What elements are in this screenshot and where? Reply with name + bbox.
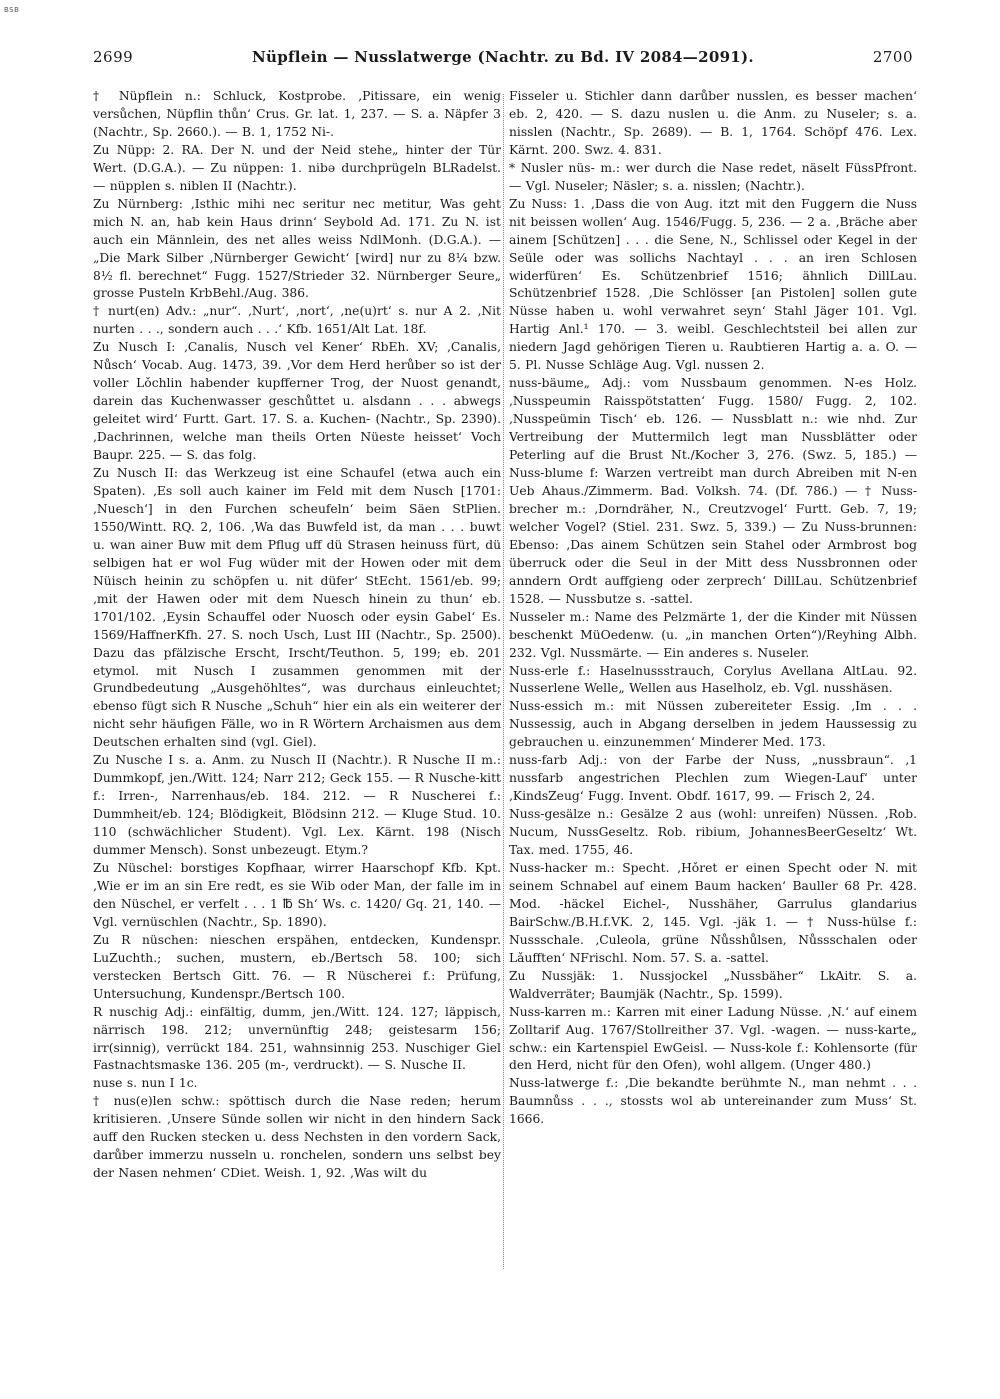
dictionary-entry: Nusseler m.: Name des Pelzmärte 1, der die Kinder mit Nüssen beschenkt MüOedenw. (u. „in manchen Orten“)/Reyhing Albh. 232. Vgl. Nussmärte. — Ein anderes s. Nuseler. bbox=[509, 609, 917, 660]
right-column bbox=[509, 88, 917, 1283]
dictionary-entry: Zu Nürnberg: ‚Isthic mihi nec seritur nec metitur, Was geht mich N. an, hab kein Haus drinn‘ Seybold Ad. 171. Zu N. ist auch ein Männlein, des net alles weiss NdlMonh. (D.G.A.). — „Die Mark Silber ‚Nürnberger Gewicht‘ [wird] nur zu 8¼ bzw. 8½ fl. berechnet“ Fugg. 1527/Strieder 32. Nürnberger Seure„ grosse Pusteln KrbBehl./Aug. 386. bbox=[93, 196, 501, 301]
dictionary-entry: Nuss-latwerge f.: ‚Die bekandte berühmte N., man nehmt . . . Baumnůss . . ., stossts wol ab untereinander zum Muss‘ St. 1666. bbox=[509, 1076, 917, 1127]
dictionary-entry: * Nusler nüs- m.: wer durch die Nase redet, näselt FüssPfront. — Vgl. Nuseler; Näsler; s. a. nisslen; (Nachtr.). bbox=[509, 160, 917, 193]
dictionary-entry: Zu Nuss: 1. ‚Dass die von Aug. itzt mit den Fuggern die Nuss nit beissen wollen‘ Aug. 1546/Fugg. 5, 236. — 2 a. ‚Bräche aber ainem [Schützen] . . . die Sene, N., Schlissel oder Kegel in der Seüle oder was sollichs Nachtayl . . . an iren Schlosen widerfüren‘ Es. Schützenbrief 1516; ähnlich DillLau. Schützenbrief 1528. ‚Die Schlösser [an Pistolen] sollen gute Nüsse haben u. wohl verwahret seyn‘ Stahl Jäger 101. Vgl. Hartig Anl.¹ 170. — 3. weibl. Geschlechtsteil bei allen zur niedern Jagd gehörigen Tieren u. Raubtieren Hartig a. a. O. — 5. Pl. Nusse Schläge Aug. Vgl. nussen 2. bbox=[509, 196, 917, 373]
dictionary-entry: Zu Nusch II: das Werkzeug ist eine Schaufel (etwa auch ein Spaten). ‚Es soll auch kainer im Feld mit dem Nusch [1701: ‚Nuesch‘] in den Furchen scheufeln‘ beim Säen StPlien. 1550/Wintt. RQ. 2, 106. ‚Wa das Buwfeld ist, da man . . . buwt u. wan ainer Buw mit dem Pflug uff dü Strasen heinuss fürt, dü selbigen hat er wol Fug wüder mit der Howen oder mit dem Nüisch heinin zu schöpfen u. nit düfer‘ StEcht. 1561/eb. 99; ‚mit der Hawen oder mit dem Nuesch hinein zu thun‘ eb. 1701/102. ‚Eysin Schauffel oder Nuosch oder eysin Gabel‘ Es. 1569/HaffnerKfh. 27. S. noch Usch, Lust III (Nachtr., Sp. 2500). Dazu das pfälzische Erscht, Irscht/Teuthon. 5, 199; eb. 201 etymol. mit Nusch I zusammen genommen mit der Grundbedeutung „Ausgehöhltes“, was durchaus einleuchtet; ebenso fügt sich R Nusche „Schuh“ hier ein als ein weiterer der nicht sehr häufigen Fälle, wo in R Wörtern Archaismen aus dem Deutschen erhalten sind (vgl. Giel). bbox=[93, 466, 501, 750]
dictionary-entry: Nuss-gesälze n.: Gesälze 2 aus (wohl: unreifen) Nüssen. ‚Rob. Nucum, NussGeseltz. Rob. ribium, JohannesBeerGeseltz‘ Wt. Tax. med. 1755, 46. bbox=[509, 807, 917, 858]
library-stamp: BSB bbox=[4, 6, 20, 14]
dictionary-entry: † nurt(en) Adv.: „nur“. ‚Nurt‘, ‚nort‘, ‚ne(u)rt‘ s. nur A 2. ‚Nit nurten . . ., sondern auch . . .‘ Kfb. 1651/Alt Lat. 18f. bbox=[93, 304, 501, 337]
dictionary-entry: † Nüpflein n.: Schluck, Kostprobe. ‚Pitissare, ein wenig versůchen, Nüpflin thůn‘ Crus. Gr. lat. 1, 237. — S. a. Näpfer 3 (Nachtr., Sp. 2660.). — B. 1, 1752 Ni-. bbox=[93, 89, 501, 139]
dictionary-entry: Nuss-karren m.: Karren mit einer Ladung Nüsse. ‚N.‘ auf einem Zolltarif Aug. 1767/Stollreither 37. Vgl. -wagen. — nuss-karte„ schw.: ein Kartenspiel EwGeisl. — Nuss-kole f.: Kohlensorte (für den Herd, nicht für den Ofen), wohl allgem. (Unger 480.) bbox=[509, 1004, 917, 1073]
dictionary-columns bbox=[93, 88, 915, 1288]
dictionary-entry: Zu Nusch I: ‚Canalis, Nusch vel Kener‘ RbEh. XV; ‚Canalis, Nůsch‘ Vocab. Aug. 1473, 39. ‚Vor dem Herd herůber so ist der voller Lǒchlin habender kupfferner Trog, der Nuost genandt, darein das Kuchenwasser geschůttet u. alsdann . . . abwegs geleitet wird‘ Furtt. Gart. 17. S. a. Kuchen- (Nachtr., Sp. 2390). ‚Dachrinnen, welche man theils Orten Nüeste heisset‘ Voch Baupr. 225. — S. das folg. bbox=[93, 340, 501, 463]
dictionary-entry: nuss-farb Adj.: von der Farbe der Nuss, „nussbraun“. ‚1 nussfarb angestrichen Plechlen zum Wiegen-Lauf‘ unter ‚KindsZeug‘ Fugg. Invent. Obdf. 1617, 99. — Frisch 2, 24. bbox=[509, 753, 917, 804]
dictionary-entry: Nuss-erle f.: Haselnussstrauch, Corylus Avellana AltLau. 92. Nusserlene Welle„ Wellen aus Haselholz, eb. Vgl. nusshäsen. bbox=[509, 663, 917, 696]
dictionary-entry: R nuschig Adj.: einfältig, dumm, jen./Witt. 124. 127; läppisch, närrisch 198. 212; unvernünftig 248; geistesarm 156; irr(sinnig), verrückt 184. 251, wahnsinnig 253. Nuschiger Giel Fastnachtsmaske 136. 205 (m-, verdruckt). — S. Nusche II. bbox=[93, 1004, 501, 1073]
dictionary-entry: Zu Nüschel: borstiges Kopfhaar, wirrer Haarschopf Kfb. Kpt. ‚Wie er im an sin Ere redt, es sie Wib oder Man, der falle im in den Nüschel, er verfelt . . . 1 ℔ Sh‘ Ws. c. 1420/ Gq. 21, 140. — Vgl. vernüschlen (Nachtr., Sp. 1890). bbox=[93, 860, 501, 929]
dictionary-entry: † nus(e)len schw.: spöttisch durch die Nase reden; herum kritisieren. ‚Unsere Sünde sollen wir nicht in den hindern Sack auff den Rucken stecken u. dess Nechsten in den vordern Sack, darůber immerzu nusseln u. ronchelen, sondern uns selbst bey der Nasen nehmen‘ CDiet. Weish. 1, 92. ‚Was wilt du bbox=[93, 1094, 501, 1181]
dictionary-entry: Zu Nüpp: 2. RA. Der N. und der Neid stehe„ hinter der Tür Wert. (D.G.A.). — Zu nüppen: 1. nibə durchprügeln BLRadelst. — nüpplen s. niblen II (Nachtr.). bbox=[93, 142, 501, 193]
dictionary-entry: Zu Nusche I s. a. Anm. zu Nusch II (Nachtr.). R Nusche II m.: Dummkopf, jen./Witt. 124; Narr 212; Geck 155. — R Nusche-kitt f.: Irren-, Narrenhaus/eb. 184. 212. — R Nuscherei f.: Dummheit/eb. 124; Blödigkeit, Blödsinn 212. — Kluge Stud. 10. 110 (schwächlicher Student). Vgl. Lex. Kärnt. 198 (Nisch dummer Mensch). Sonst unbezeugt. Etym.? bbox=[93, 753, 501, 858]
running-title: Nüpflein — Nusslatwerge (Nachtr. zu Bd. IV 2084—2091). bbox=[252, 48, 754, 66]
page-header bbox=[93, 48, 913, 72]
dictionary-entry: Nuss-hacker m.: Specht. ‚Hǒret er einen Specht oder N. mit seinem Schnabel auf einem Baum hacken‘ Bauller 68 Pr. 428. Mod. -häckel Eichel-, Nusshäher, Garrulus glandarius BairSchw./B.H.f.VK. 2, 145. Vgl. -jäk 1. — † Nuss-hülse f.: Nussschale. ‚Culeola, grüne Nůsshůlsen, Nůssschalen oder Lǎufften‘ NFrischl. Nom. 57. S. a. -sattel. bbox=[509, 860, 917, 965]
dictionary-entry: nuss-bäume„ Adj.: vom Nussbaum genommen. N-es Holz. ‚Nusspeumin Raisspötstatten‘ Fugg. 1580/ Fugg. 2, 102. ‚Nusspeümin Tisch‘ eb. 126. — Nussblatt n.: wie nhd. Zur Vertreibung der Muttermilch legt man Nussblätter oder Peterling auf die Brust Nt./Kocher 3, 276. (Swz. 5, 185.) — Nuss-blume f: Warzen vertreibt man durch Abreiben mit N-en Ueb Ahaus./Zimmerm. Bad. Volksh. 74. (Df. 786.) — † Nuss-brecher m.: ‚Dorndräher, N., Creutzvogel‘ Furtt. Geb. 7, 19; welcher Vogel? (Stiel. 231. Swz. 5, 339.) — Zu Nuss-brunnen: Ebenso: ‚Das ainem Schützen sein Stahel oder Armbrost bog überruck oder die Seul in der Mitt dess Nussbronnen oder anndern Ordt auffgieng oder zerprech‘ DillLau. Schützenbrief 1528. — Nussbutze s. -sattel. bbox=[509, 376, 917, 606]
left-column bbox=[93, 88, 501, 1283]
page-number-left: 2699 bbox=[93, 48, 134, 66]
dictionary-entry: Zu Nussjäk: 1. Nussjockel „Nussbäher“ LkAitr. S. a. Waldverräter; Baumjäk (Nachtr., Sp. 1599). bbox=[509, 968, 917, 1001]
dictionary-entry: Zu R nüschen: nieschen erspähen, entdecken, Kundenspr. LuZuchth.; suchen, mustern, eb./Bertsch 58. 100; sich verstecken Bertsch Gitt. 76. — R Nüscherei f.: Prüfung, Untersuchung, Kundenspr./Bertsch 100. bbox=[93, 932, 501, 1001]
column-divider bbox=[503, 94, 504, 1269]
dictionary-entry: nuse s. nun I 1c. bbox=[93, 1076, 198, 1091]
dictionary-entry: Fisseler u. Stichler dann darůber nusslen, es besser machen‘ eb. 2, 420. — S. dazu nuslen u. die Anm. zu Nuseler; s. a. nisslen (Nachtr., Sp. 2689). — B. 1, 1764. Schöpf 476. Lex. Kärnt. 200. Swz. 4. 831. bbox=[509, 89, 917, 157]
dictionary-entry: Nuss-essich m.: mit Nüssen zubereiteter Essig. ‚Im . . . Nussessig, auch in Abgang derselben in jedem Haussessig zu gebrauchen u. einzunemmen‘ Minderer Med. 173. bbox=[509, 699, 917, 750]
page-number-right: 2700 bbox=[872, 48, 913, 66]
